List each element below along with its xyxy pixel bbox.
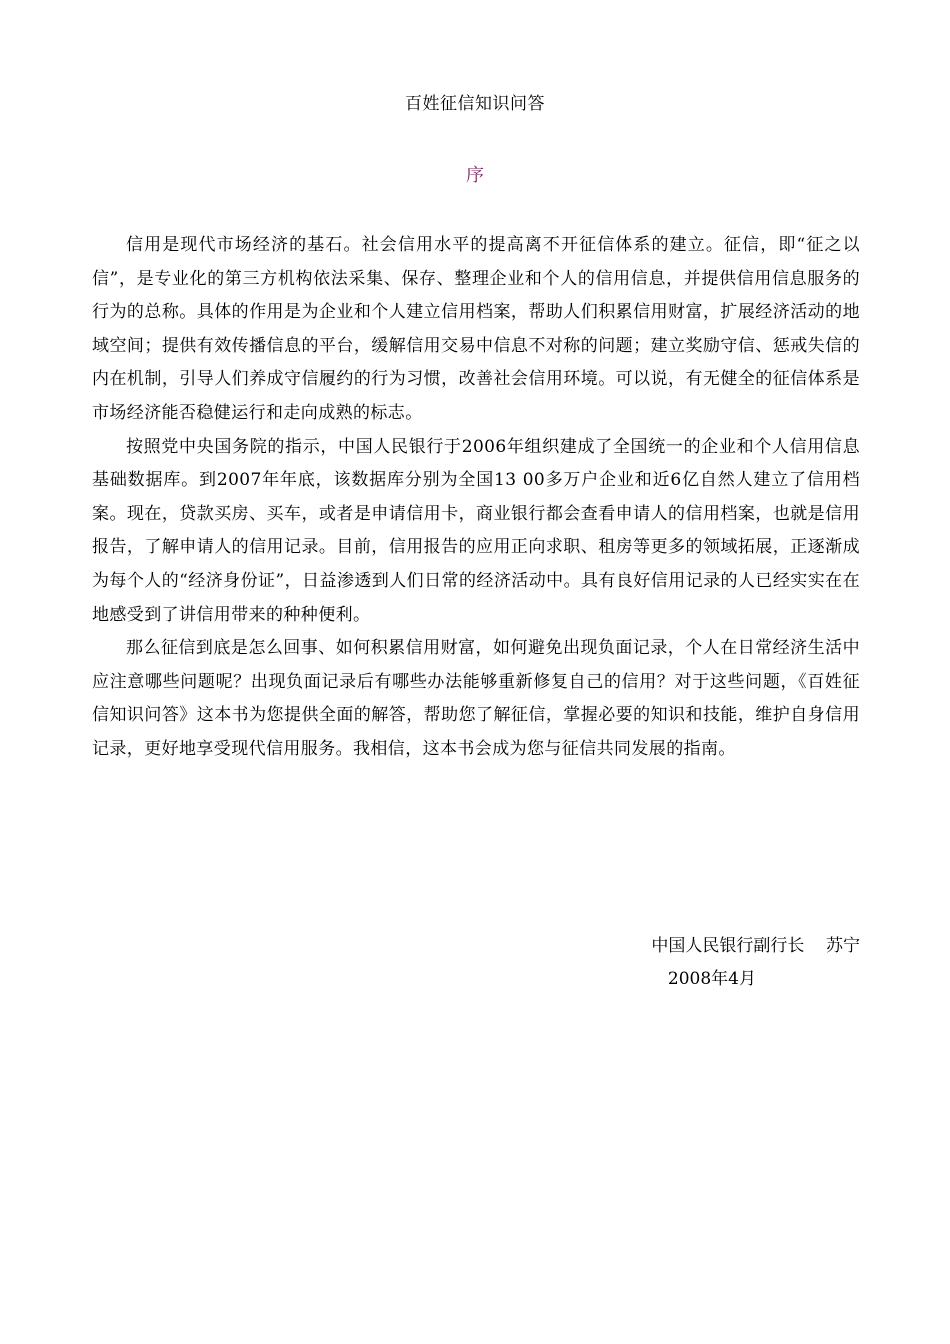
signature-block	[560, 930, 860, 996]
paragraph-1: 信用是现代市场经济的基石。社会信用水平的提高离不开征信体系的建立。征信，即“征之以信”，是专业化的第三方机构依法采集、保存、整理企业和个人的信用信息，并提供信用信息服务的行为的总称。具体的作用是为企业和个人建立信用档案，帮助人们积累信用财富，扩展经济活动的地域空间；提供有效传播信息的平台，缓解信用交易中信息不对称的问题；建立奖励守信、惩戒失信的内在机制，引导人们养成守信履约的行为习惯，改善社会信用环境。可以说，有无健全的征信体系是市场经济能否稳健运行和走向成熟的标志。	[92, 235, 860, 423]
preface-heading: 序	[466, 165, 484, 186]
document-title: 百姓征信知识问答	[405, 94, 545, 114]
preface-body	[92, 229, 860, 767]
signatory-title-name: 中国人民银行副行长 苏宁	[651, 936, 860, 956]
signature-date: 2008年4月	[667, 969, 756, 989]
paragraph-3: 那么征信到底是怎么回事、如何积累信用财富，如何避免出现负面记录，个人在日常经济生活中应注意哪些问题呢？出现负面记录后有哪些办法能够重新修复自己的信用？对于这些问题，《百姓征信知识问答》这本书为您提供全面的解答，帮助您了解征信，掌握必要的知识和技能，维护自身信用记录，更好地享受现代信用服务。我相信，这本书会成为您与征信共同发展的指南。	[92, 638, 860, 759]
paragraph-2: 按照党中央国务院的指示，中国人民银行于2006年组织建成了全国统一的企业和个人信用信息基础数据库。到2007年年底，该数据库分别为全国13 00多万户企业和近6亿自然人建立了信用档案。现在，贷款买房、买车，或者是申请信用卡，商业银行都会查看申请人的信用档案，也就是信用报告，了解申请人的信用记录。目前，信用报告的应用正向求职、租房等更多的领域拓展，正逐渐成为每个人的“经济身份证”，日益渗透到人们日常的经济活动中。具有良好信用记录的人已经实实在在地感受到了讲信用带来的种种便利。	[92, 436, 860, 625]
